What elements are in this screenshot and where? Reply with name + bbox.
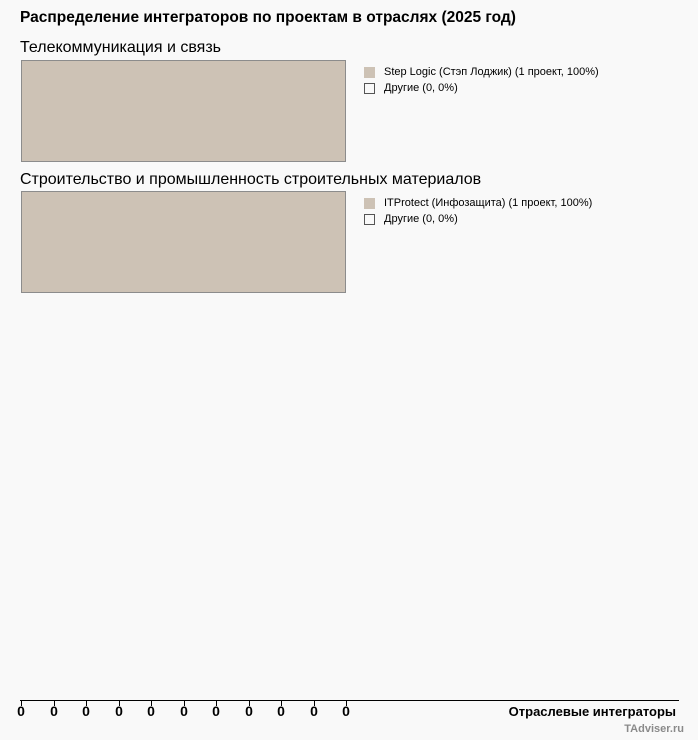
legend-item <box>364 211 592 227</box>
x-axis-tick-label: 0 <box>277 703 285 719</box>
x-axis-tick-label: 0 <box>82 703 90 719</box>
legend-item <box>364 195 592 211</box>
panel-title-construction: Строительство и промышленность строительных материалов <box>20 171 482 188</box>
x-axis-tick-label: 0 <box>115 703 123 719</box>
x-axis-tick-label: 0 <box>17 703 25 719</box>
legend-construction <box>364 195 592 227</box>
panel-title-telecom: Телекоммуникация и связь <box>20 39 222 56</box>
x-axis-tick-label: 0 <box>50 703 58 719</box>
legend-swatch-empty <box>364 83 375 94</box>
bar-segment-step-logic <box>22 61 345 161</box>
panel-bar-construction <box>21 191 346 293</box>
x-axis-tick-label: 0 <box>180 703 188 719</box>
source-credit: TAdviser.ru <box>624 723 684 735</box>
bar-segment-itprotect <box>22 192 345 292</box>
legend-telecom <box>364 64 599 96</box>
legend-item <box>364 80 599 96</box>
x-axis-title: Отраслевые интеграторы <box>508 704 676 719</box>
legend-label: Другие (0, 0%) <box>384 213 458 225</box>
panel-bar-telecom <box>21 60 346 162</box>
legend-item <box>364 64 599 80</box>
x-axis-tick-label: 0 <box>342 703 350 719</box>
x-axis-tick-label: 0 <box>147 703 155 719</box>
x-axis-tick-label: 0 <box>310 703 318 719</box>
legend-label: ITProtect (Инфозащита) (1 проект, 100%) <box>384 197 593 209</box>
x-axis-tick-label: 0 <box>212 703 220 719</box>
legend-swatch-empty <box>364 214 375 225</box>
legend-label: Другие (0, 0%) <box>384 82 458 94</box>
legend-label: Step Logic (Стэп Лоджик) (1 проект, 100%) <box>384 66 599 78</box>
chart-title: Распределение интеграторов по проектам в отраслях (2025 год) <box>20 9 516 26</box>
x-axis-tick-label: 0 <box>245 703 253 719</box>
legend-swatch-filled <box>364 67 375 78</box>
legend-swatch-filled <box>364 198 375 209</box>
